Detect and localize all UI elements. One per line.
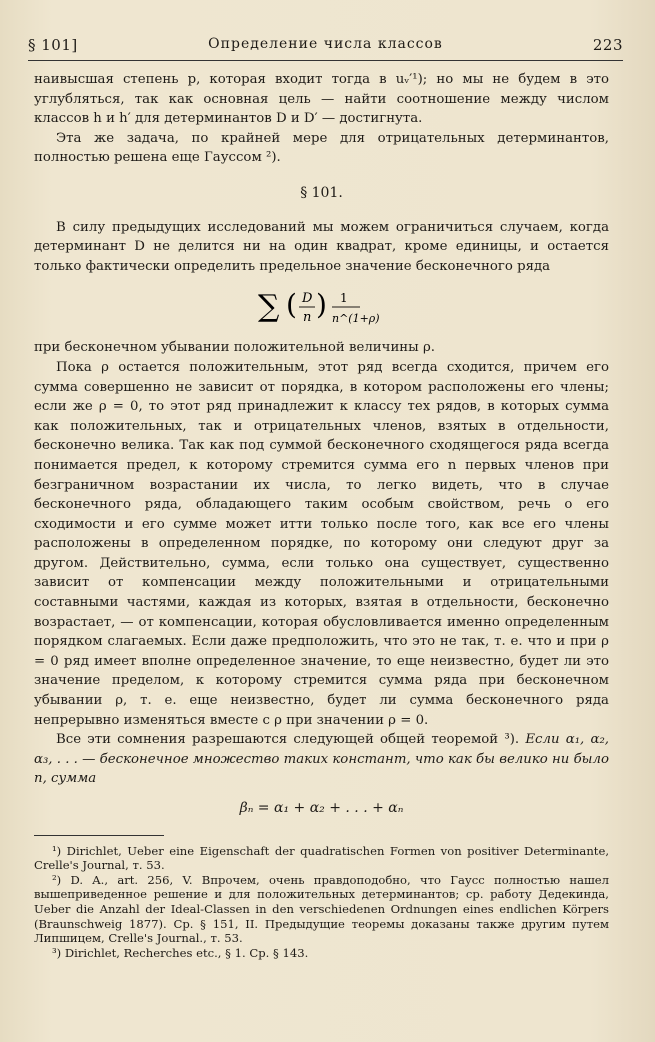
running-header bbox=[28, 36, 623, 60]
fraction-denominator: n^(1+ρ) bbox=[331, 312, 380, 326]
section-heading: § 101. bbox=[300, 184, 343, 201]
paragraph-gauss: Эта же задача, по крайней мере для отрицательных детерминантов, полностью решена еще Гауссом ²). bbox=[34, 130, 609, 166]
footnote-3: ³) Dirichlet, Recherches etc., § 1. Ср. § 143. bbox=[52, 945, 309, 960]
series-formula bbox=[34, 280, 609, 330]
paragraph-convergence: Пока ρ остается положительным, этот ряд всегда сходится, причем его сумма совершенно не зависит от порядка, в котором расположены его члены; если же ρ = 0, то этот ряд принадлежит к классу тех рядов, в которых сумма как положительных, так и отрицательных членов, взятых в отдельности, бесконечно велика. Так как под суммой бесконечного сходящегося ряда всегда понимается предел, к которому стремится сумма его n первых членов при безграничном возрастании их числа, то легко видеть, что в случае бесконечного ряда, обладающего таким особым свойством, речь о его сходимости и его сумме может итти только после того, как все его члены расположены в определенном порядке, по которому они следуют друг за другом. Действительно, сумма, если только она существует, существенно зависит от компенсации между положительными и отрицательными составными частями, каждая из которых, взятая в отдельности, бесконечно возрастает, — от компенсации, которая обусловливается именно определенным порядком слагаемых. Если даже предположить, что это не так, т. е. что и при ρ = 0 ряд имеет вполне определенное значение, то еще неизвестно, будет ли это значение пределом, к которому стремится сумма ряда при бесконечном убывании ρ, т. е. еще неизвестно, будет ли сумма бесконечного ряда непрерывно изменяться вместе с ρ при значении ρ = 0. bbox=[34, 359, 609, 728]
legendre-denominator: n bbox=[302, 310, 311, 326]
sum-symbol: ∑ bbox=[257, 289, 279, 325]
series-formula-graphic bbox=[252, 280, 392, 330]
legendre-numerator: D bbox=[301, 291, 312, 307]
header-rule bbox=[28, 60, 623, 61]
paragraph-intro: В силу предыдущих исследований мы можем ограничиться случаем, когда детерминант D не делится ни на один квадрат, кроме единицы, и остается только фактически определить предельное значение бесконечного ряда bbox=[34, 219, 609, 274]
svg-text:): ) bbox=[315, 288, 327, 322]
header-title: Определение числа классов bbox=[208, 36, 443, 52]
paragraph-continuation: наивысшая степень p, которая входит тогда в uᵥ′¹); но мы не будем в это углубляться, так как основная цель — найти соотношение между числом классов h и h′ для детерминантов D и D′ — достигнута. bbox=[34, 72, 609, 127]
header-section-ref: § 101] bbox=[28, 36, 78, 54]
paragraph-rho: при бесконечном убывании положительной величины ρ. bbox=[34, 340, 436, 356]
theorem-lead: Все эти сомнения разрешаются следующей общей теоремой ³). bbox=[56, 732, 526, 748]
footnote-rule bbox=[34, 835, 164, 836]
beta-formula: βₙ = α₁ + α₂ + . . . + αₙ bbox=[239, 800, 404, 816]
footnote-2: ²) D. A., art. 256, V. Впрочем, очень правдоподобно, что Гаусс полностью нашел вышеприведенное решение и для положительных детерминантов; ср. работу Дедекинда, Ueber die Anzahl der Ideal-Classen in den verschiedenen Ordnungen eines endlichen Körpers (Braunschweig 1877). Ср. § 151, II. Предыдущие теоремы доказаны также другим путем Липшицем, Crelle's Journal., т. 53. bbox=[34, 872, 609, 946]
page-number: 223 bbox=[592, 36, 623, 54]
theorem-statement: Если α₁, α₂, α₃, . . . — бесконечное множество таких констант, что как бы велико ни было n, сумма bbox=[34, 732, 610, 787]
fraction-numerator: 1 bbox=[339, 291, 348, 306]
footnote-1: ¹) Dirichlet, Ueber eine Eigenschaft der quadratischen Formen von positiver Determinante, Crelle's Journal, т. 53. bbox=[34, 843, 609, 873]
paragraph-theorem bbox=[34, 730, 609, 789]
page-body bbox=[34, 70, 609, 960]
svg-text:(: ( bbox=[285, 288, 297, 322]
